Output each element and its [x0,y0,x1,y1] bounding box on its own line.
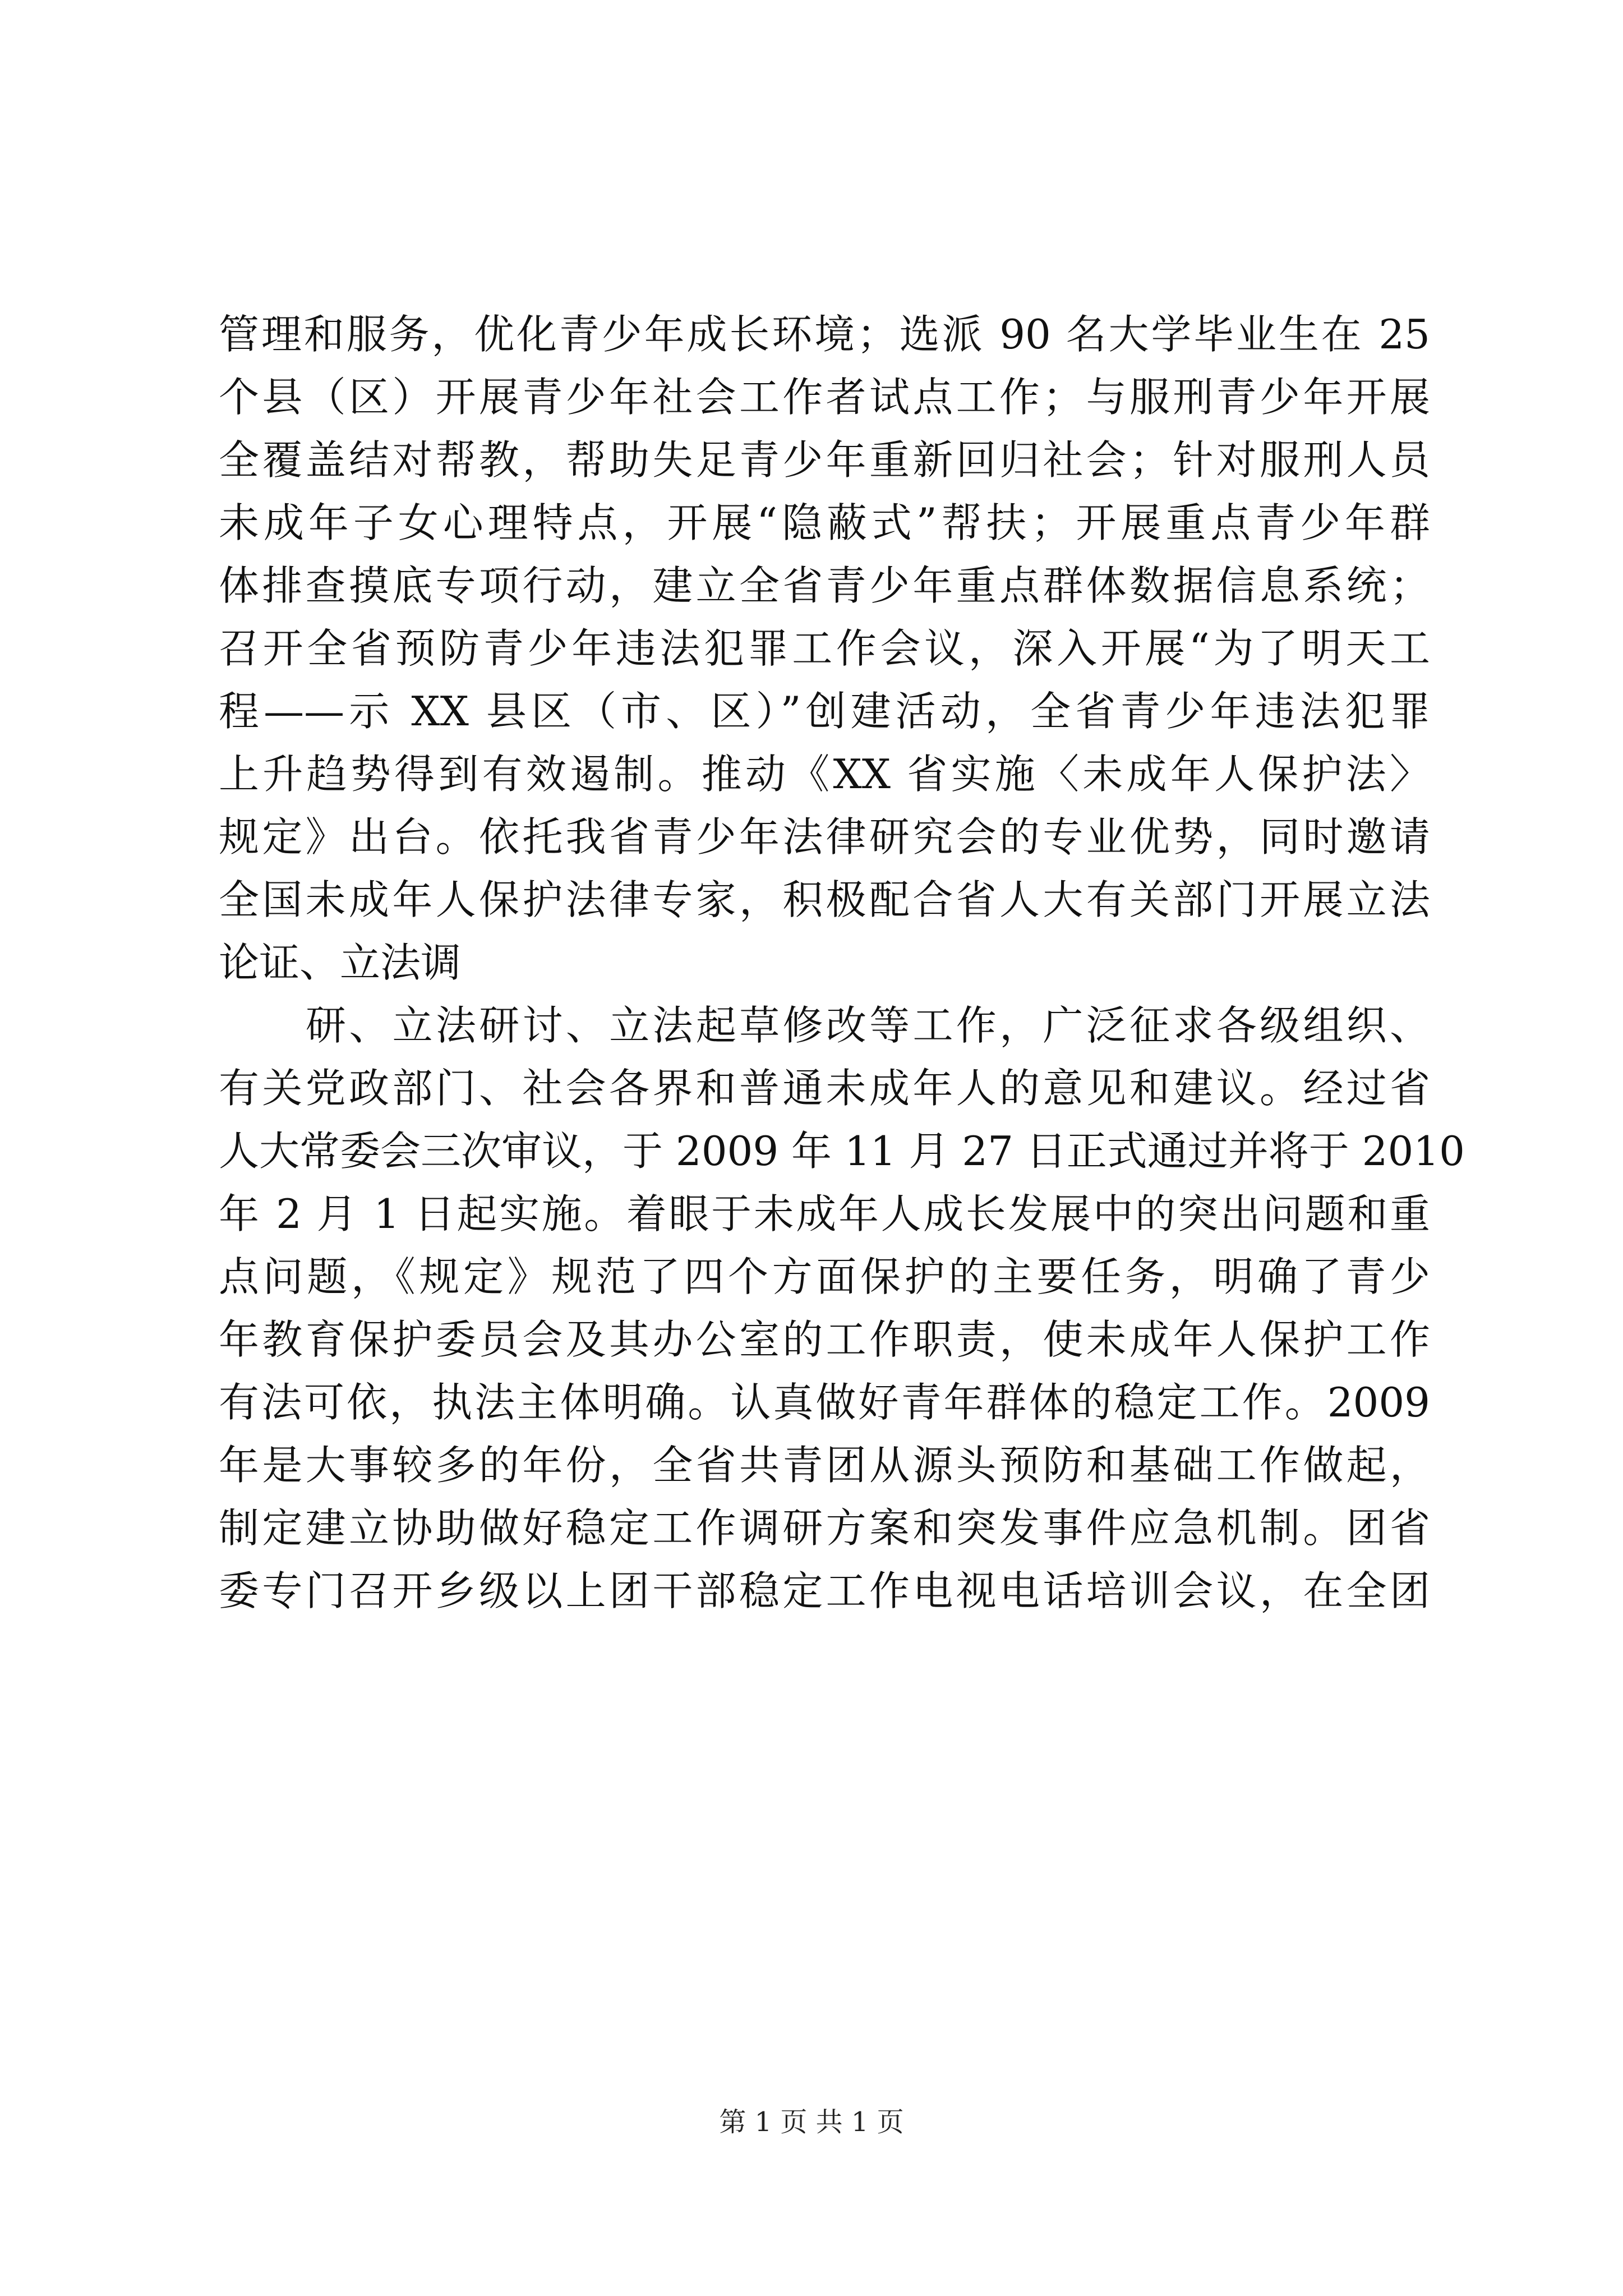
text-line: 程——示 XX 县区（市、区）”创建活动，全省青少年违法犯罪 [219,688,1430,735]
text-line: 论证、立法调 [219,939,462,986]
text-line: 年教育保护委员会及其办公室的工作职责，使未成年人保护工作 [219,1316,1430,1363]
text-line: 体排查摸底专项行动，建立全省青少年重点群体数据信息系统； [219,562,1430,609]
text-line: 未成年子女心理特点，开展“隐蔽式”帮扶；开展重点青少年群 [219,499,1430,546]
text-line: 规定》出台。依托我省青少年法律研究会的专业优势，同时邀请 [219,813,1430,861]
text-line: 年是大事较多的年份，全省共青团从源头预防和基础工作做起， [219,1442,1430,1489]
document-body [219,303,1465,1622]
text-line: 个县（区）开展青少年社会工作者试点工作；与服刑青少年开展 [219,374,1430,421]
paragraph-first-line: 研、立法研讨、立法起草修改等工作，广泛征求各级组织、 [306,1002,1430,1049]
text-line: 全国未成年人保护法律专家，积极配合省人大有关部门开展立法 [219,876,1430,923]
text-line: 年 2 月 1 日起实施。着眼于未成年人成长发展中的突出问题和重 [219,1190,1430,1237]
text-line: 有关党政部门、社会各界和普通未成年人的意见和建议。经过省 [219,1065,1430,1112]
text-line: 管理和服务，优化青少年成长环境；选派 90 名大学毕业生在 25 [219,311,1430,358]
text-line: 有法可依，执法主体明确。认真做好青年群体的稳定工作。2009 [219,1379,1430,1426]
text-line: 点问题，《规定》规范了四个方面保护的主要任务，明确了青少 [219,1253,1430,1300]
text-line: 召开全省预防青少年违法犯罪工作会议，深入开展“为了明天工 [219,625,1430,672]
text-line: 人大常委会三次审议，于 2009 年 11 月 27 日正式通过并将于 2010 [219,1128,1465,1175]
text-line: 制定建立协助做好稳定工作调研方案和突发事件应急机制。团省 [219,1504,1430,1552]
text-line: 上升趋势得到有效遏制。推动《XX 省实施〈未成年人保护法〉 [219,751,1430,798]
text-line: 全覆盖结对帮教，帮助失足青少年重新回归社会；针对服刑人员 [219,436,1430,484]
page-number-footer: 第 1 页 共 1 页 [719,2106,904,2138]
text-line: 委专门召开乡级以上团干部稳定工作电视电话培训会议，在全团 [219,1567,1430,1614]
